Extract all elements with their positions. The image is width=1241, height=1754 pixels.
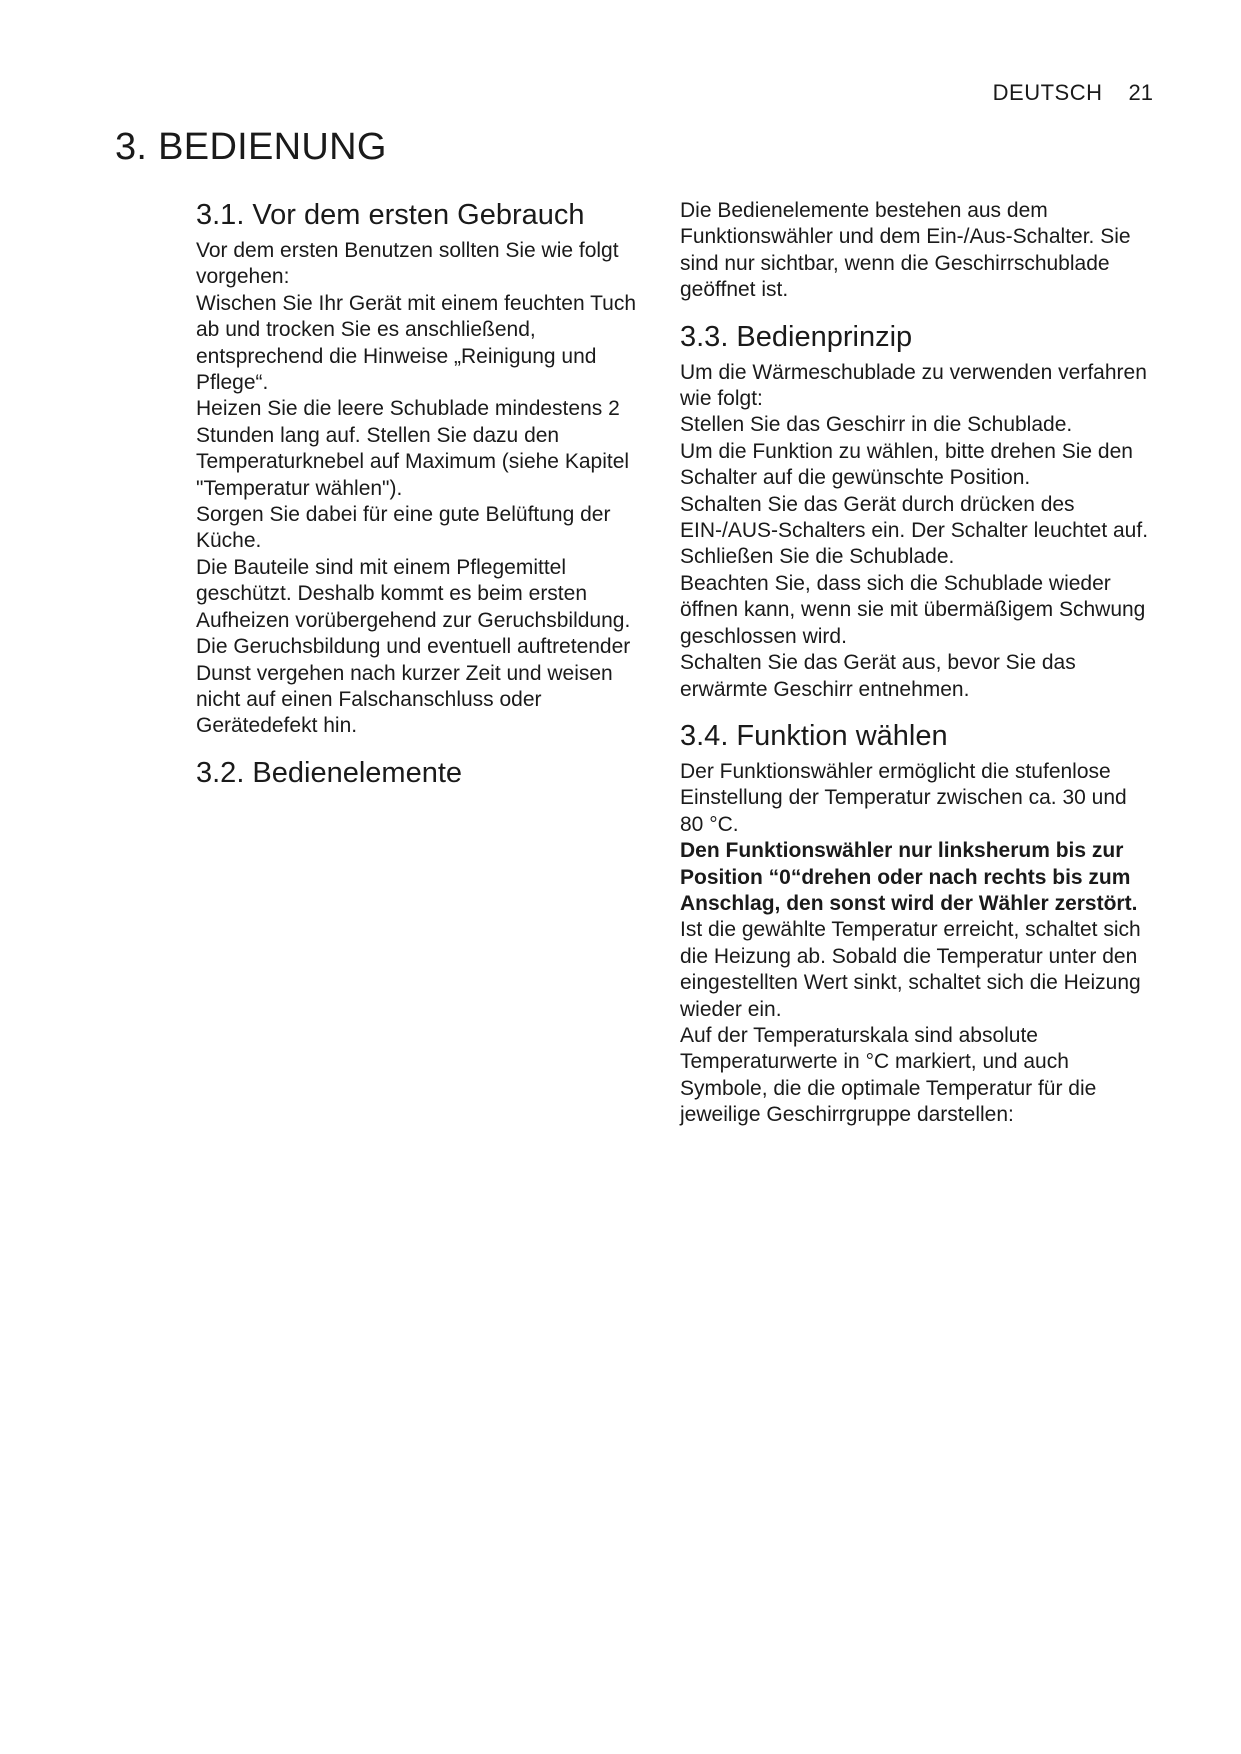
section-3-1-paragraph: Sorgen Sie dabei für eine gute Belüftung der Küche. [196,503,611,553]
section-3-3-paragraph: Um die Wärmeschublade zu verwenden verfahren wie folgt: [680,360,1147,411]
header-language: DEUTSCH [992,80,1103,105]
page-number: 21 [1128,80,1153,105]
section-3-3-paragraph: Schalten Sie das Gerät aus, bevor Sie das erwärmte Geschirr entnehmen. [680,651,1076,701]
left-column [196,196,651,796]
section-3-3-paragraph: Stellen Sie das Geschirr in die Schublade. [680,413,1073,437]
section-3-3-paragraph: Beachten Sie, dass sich die Schublade wieder öffnen kann, wenn sie mit übermäßigem Schwung geschlossen wird. [680,571,1146,648]
section-3-4-paragraph: Auf der Temperaturskala sind absolute Temperaturwerte in °C markiert, und auch Symbole, die die optimale Temperatur für die jeweilige Geschirrgruppe darstellen: [680,1023,1097,1127]
section-3-2-title: 3.2. Bedienelemente [196,756,463,789]
section-3-1-paragraph: Wischen Sie Ihr Gerät mit einem feuchten Tuch ab und trocken Sie es anschließend, entsprechend die Hinweise „Reinigung und Pflege“. [196,291,637,395]
section-3-1-paragraph: Heizen Sie die leere Schublade mindestens 2 Stunden lang auf. Stellen Sie dazu den Temperaturknebel auf Maximum (siehe Kapitel "Temperatur wählen"). [196,397,630,500]
chapter-title: 3. BEDIENUNG [115,126,387,168]
section-3-3-paragraph: Schließen Sie die Schublade. [680,545,955,569]
section-3-4-warning: Den Funktionswähler nur linksherum bis zur Position “0“drehen oder nach rechts bis zum Anschlag, den sonst wird der Wähler zerstört. [680,839,1138,915]
page-header [993,80,1153,106]
section-3-4-paragraph: Ist die gewählte Temperatur erreicht, schaltet sich die Heizung ab. Sobald die Temperatur unter den eingestellten Wert sinkt, schaltet sich die Heizung wieder ein. [680,918,1141,1021]
section-3-2-paragraph: Die Bedienelemente bestehen aus dem Funktionswähler und dem Ein-/Aus-Schalter. Sie sind nur sichtbar, wenn die Geschirrschublade geöffnet ist. [680,199,1131,302]
section-3-1-paragraph: Die Bauteile sind mit einem Pflegemittel geschützt. Deshalb kommt es beim ersten Aufheizen vorübergehend zur Geruchsbildung. Die Geruchsbildung und eventuell auftretender Dunst vergehen nach kurzer Zeit und weisen nicht auf einen Falschanschluss oder Gerätedefekt hin. [196,555,631,738]
section-3-3-paragraph: Schalten Sie das Gerät durch drücken des EIN-/AUS-Schalters ein. Der Schalter leuchtet auf. [680,492,1149,543]
section-3-3-title: 3.3. Bedienprinzip [680,320,913,353]
right-column [680,198,1150,1129]
section-3-4-intro: Der Funktionswähler ermöglicht die stufenlose Einstellung der Temperatur zwischen ca. 30 und 80 °C. [680,759,1127,836]
section-3-3-paragraph: Um die Funktion zu wählen, bitte drehen Sie den Schalter auf die gewünschte Position. [680,439,1133,490]
section-3-4-title: 3.4. Funktion wählen [680,719,948,752]
section-3-1-paragraph: Vor dem ersten Benutzen sollten Sie wie folgt vorgehen: [196,239,619,289]
section-3-1-title: 3.1. Vor dem ersten Gebrauch [196,199,585,231]
